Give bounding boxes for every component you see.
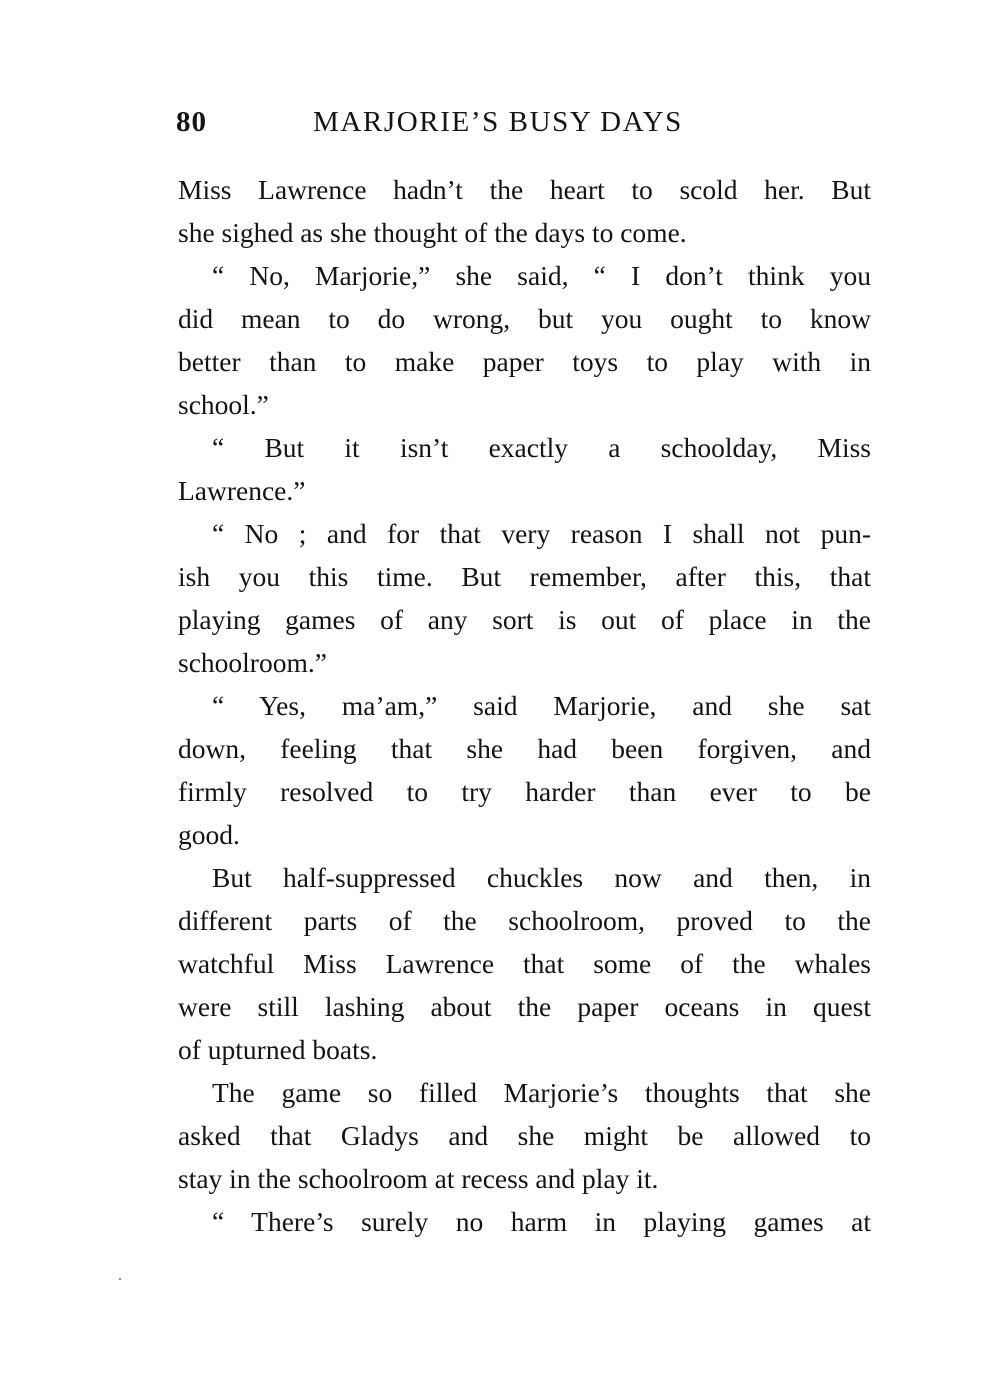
text-line: “ There’s surely no harm in playing games at xyxy=(212,1206,871,1237)
text-line: firmly resolved to try harder than ever to be xyxy=(178,776,871,807)
text-line: of upturned boats. xyxy=(178,1034,378,1065)
page-header xyxy=(176,106,876,150)
text-line: Lawrence.” xyxy=(178,475,306,506)
text-line: The game so filled Marjorie’s thoughts that she xyxy=(212,1077,871,1108)
text-line: down, feeling that she had been forgiven, and xyxy=(178,733,871,764)
text-line: asked that Gladys and she might be allowed to xyxy=(178,1120,871,1151)
text-line: she sighed as she thought of the days to come. xyxy=(178,217,687,248)
page-body-text xyxy=(178,168,871,1243)
text-line: stay in the schoolroom at recess and play it. xyxy=(178,1163,659,1194)
text-line: playing games of any sort is out of place in the xyxy=(178,604,871,635)
text-line: “ No, Marjorie,” she said, “ I don’t think you xyxy=(212,260,871,291)
page-number: 80 xyxy=(176,106,207,138)
text-line: did mean to do wrong, but you ought to know xyxy=(178,303,871,334)
text-line: “ Yes, ma’am,” said Marjorie, and she sat xyxy=(212,690,871,721)
text-line: Miss Lawrence hadn’t the heart to scold her. But xyxy=(178,174,871,205)
text-line: But half-suppressed chuckles now and then, in xyxy=(212,862,871,893)
text-line: ish you this time. But remember, after this, that xyxy=(178,561,871,592)
text-line: school.” xyxy=(178,389,269,420)
text-line: better than to make paper toys to play with in xyxy=(178,346,871,377)
text-line: were still lashing about the paper oceans in quest xyxy=(178,991,871,1022)
scan-speck xyxy=(119,1278,121,1280)
text-line: good. xyxy=(178,819,240,850)
running-title: MARJORIE’S BUSY DAYS xyxy=(313,106,683,138)
text-line: “ No ; and for that very reason I shall not pun- xyxy=(212,518,871,549)
text-line: “ But it isn’t exactly a schoolday, Miss xyxy=(212,432,871,463)
text-line: different parts of the schoolroom, proved to the xyxy=(178,905,871,936)
text-line: schoolroom.” xyxy=(178,647,327,678)
text-line: watchful Miss Lawrence that some of the whales xyxy=(178,948,871,979)
